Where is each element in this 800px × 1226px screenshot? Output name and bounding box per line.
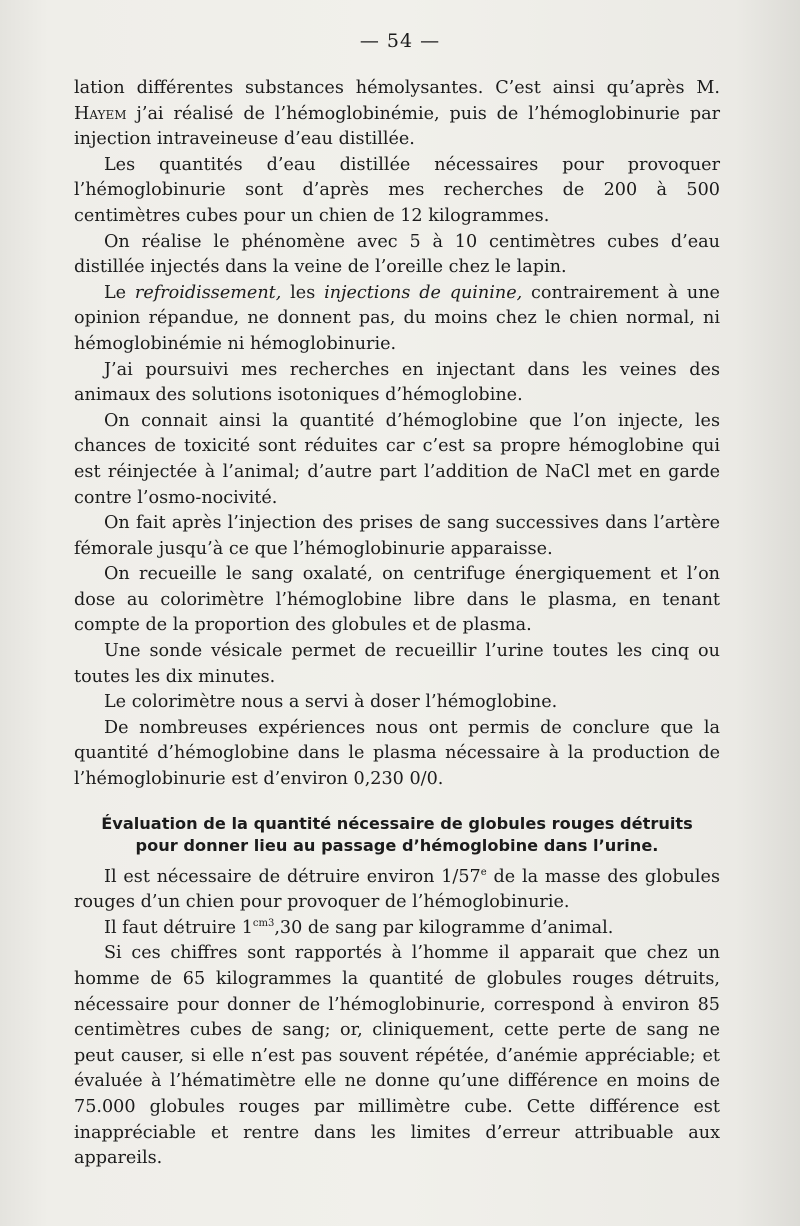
- paragraph-6: On connait ainsi la quantité d’hémoglobine que l’on injecte, les chances de toxicité sont réduites car c’est sa propre hémoglobine qui est réinjectée à l’animal; d’autre part l’addition de NaCl met en garde contre l’osmo-nocivité.: [74, 410, 720, 508]
- paragraph-4-italic-b: injections de quinine,: [324, 282, 523, 303]
- paragraph-8: On recueille le sang oxalaté, on centrifuge énergiquement et l’on dose au colorimètre l’hémoglobine libre dans le plasma, en tenant compte de la proportion des globules et de plasma.: [74, 564, 720, 636]
- page-number: — 54 —: [359, 30, 441, 52]
- paragraph-5: J’ai poursuivi mes recherches en injectant dans les veines des animaux des solutions isotoniques d’hémoglobine.: [74, 359, 720, 406]
- paragraph-4-text-c: contrairement à une opinion répandue, ne donnent pas, du moins chez le chien normal, ni hémoglobinémie ni hémoglobinurie.: [74, 282, 720, 354]
- paragraph-12-text-b: de la masse des globules rouges d’un chien pour provoquer de l’hémoglobinurie.: [74, 866, 720, 913]
- body-text: [74, 76, 720, 1172]
- paragraph-12-superscript: e: [480, 866, 487, 878]
- paragraph-4-italic-a: refroidissement,: [134, 282, 282, 303]
- paragraph-1: [74, 76, 720, 153]
- section-heading-line-2: pour donner lieu au passage d’hémoglobine dans l’urine.: [135, 835, 659, 855]
- paragraph-14: Si ces chiffres sont rapportés à l’homme il apparait que chez un homme de 65 kilogrammes la quantité de globules rouges détruits, nécessaire pour donner de l’hémoglobinurie, correspond à environ 85 centimètres cubes de sang; or, cliniquement, cette perte de sang ne peut causer, si elle n’est pas souvent répétée, d’anémie appréciable; et évaluée à l’hématimètre elle ne donne qu’une différence en moins de 75.000 globules rouges par millimètre cube. Cette différence est inappréciable et rentre dans les limites d’erreur attribuable aux appareils.: [74, 943, 720, 1169]
- section-heading: [74, 813, 720, 857]
- paragraph-1-text-a: lation différentes substances hémolysantes. C’est ainsi qu’après M.: [74, 78, 720, 98]
- paragraph-7: On fait après l’injection des prises de sang successives dans l’artère fémorale jusqu’à ce que l’hémoglobinurie apparaisse.: [74, 513, 720, 559]
- paragraph-13-text-a: Il faut détruire 1: [104, 917, 253, 938]
- paragraph-1-text-b: j’ai réalisé de l’hémoglobinémie, puis de l’hémoglobinurie par injection intraveineuse d’eau distillée.: [74, 103, 720, 150]
- paragraph-13: [74, 916, 720, 942]
- paragraph-4-text-a: Le: [104, 282, 135, 303]
- paragraph-12-text-a: Il est nécessaire de détruire environ 1/57: [104, 866, 481, 887]
- section-heading-line-1: Évaluation de la quantité nécessaire de globules rouges détruits: [101, 813, 693, 833]
- paragraph-4: [74, 281, 720, 358]
- paragraph-2: Les quantités d’eau distillée nécessaires pour provoquer l’hémoglobinurie sont d’après mes recherches de 200 à 500 centimètres cubes pour un chien de 12 kilogrammes.: [74, 154, 720, 226]
- paragraph-10: Le colorimètre nous a servi à doser l’hémoglobine.: [104, 692, 558, 713]
- paragraph-11: De nombreuses expériences nous ont permis de conclure que la quantité d’hémoglobine dans le plasma nécessaire à la production de l’hémoglobinurie est d’environ 0,230 0/0.: [74, 717, 720, 790]
- paragraph-9: Une sonde vésicale permet de recueillir l’urine toutes les cinq ou toutes les dix minutes.: [74, 641, 720, 687]
- paragraph-3: On réalise le phénomène avec 5 à 10 centimètres cubes d’eau distillée injectés dans la veine de l’oreille chez le lapin.: [74, 231, 720, 278]
- paragraph-12: [74, 865, 720, 916]
- paragraph-13-text-b: ,30 de sang par kilogramme d’animal.: [274, 917, 614, 938]
- paragraph-4-text-b: les: [281, 282, 325, 303]
- author-name-hayem: Hayem: [74, 103, 127, 124]
- paragraph-13-superscript: cm3: [252, 917, 275, 929]
